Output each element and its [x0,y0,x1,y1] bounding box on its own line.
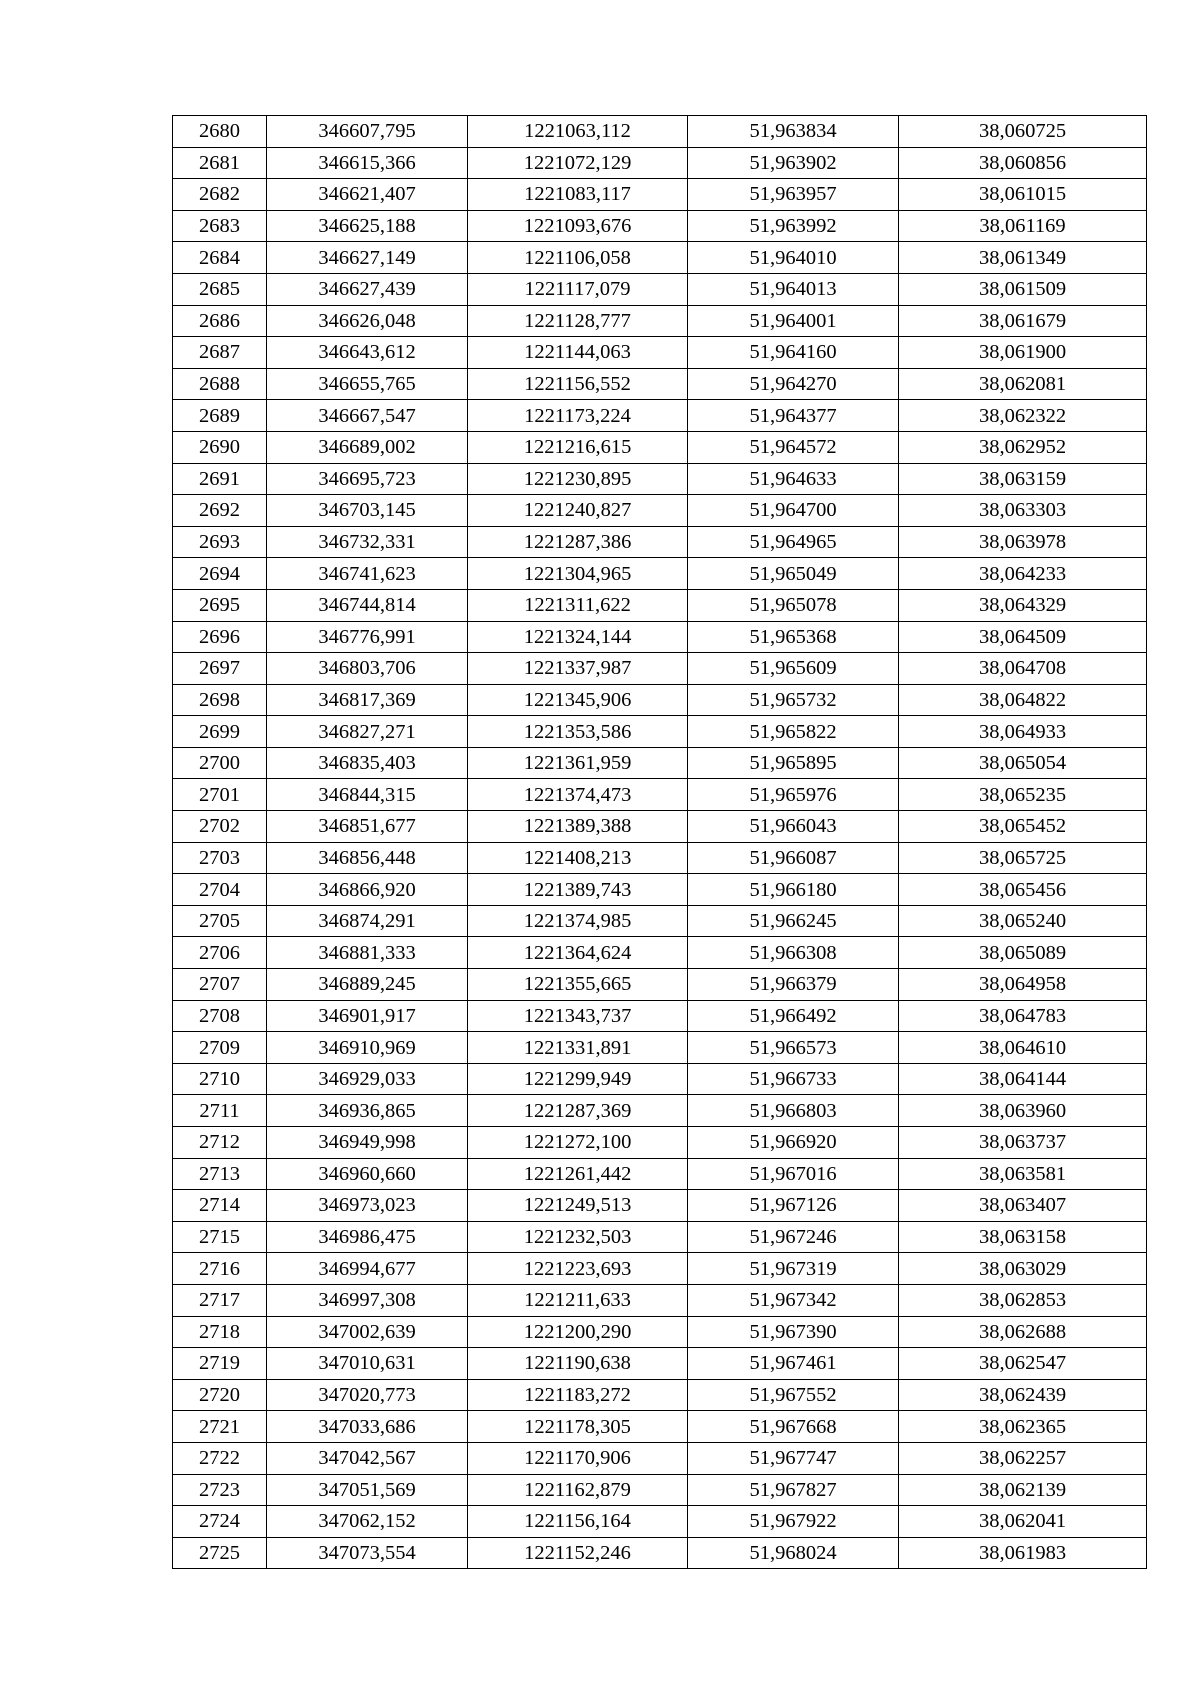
x-coordinate-cell: 346881,333 [267,937,468,969]
table-row [173,1221,1147,1253]
x-coordinate-cell: 346655,765 [267,368,468,400]
point-number-cell: 2693 [173,526,267,558]
table-row [173,337,1147,369]
table-row [173,747,1147,779]
latitude-cell: 51,964160 [688,337,899,369]
y-coordinate-cell: 1221299,949 [468,1063,688,1095]
point-number-cell: 2713 [173,1158,267,1190]
point-number-cell: 2708 [173,1000,267,1032]
point-number-cell: 2712 [173,1127,267,1159]
x-coordinate-cell: 346866,920 [267,874,468,906]
table-row [173,1537,1147,1569]
latitude-cell: 51,967016 [688,1158,899,1190]
latitude-cell: 51,965078 [688,589,899,621]
x-coordinate-cell: 347073,554 [267,1537,468,1569]
x-coordinate-cell: 346627,439 [267,273,468,305]
y-coordinate-cell: 1221093,676 [468,210,688,242]
longitude-cell: 38,064783 [899,1000,1147,1032]
y-coordinate-cell: 1221152,246 [468,1537,688,1569]
latitude-cell: 51,964572 [688,431,899,463]
y-coordinate-cell: 1221324,144 [468,621,688,653]
longitude-cell: 38,061679 [899,305,1147,337]
table-row [173,210,1147,242]
longitude-cell: 38,065089 [899,937,1147,969]
x-coordinate-cell: 346901,917 [267,1000,468,1032]
x-coordinate-cell: 346621,407 [267,179,468,211]
x-coordinate-cell: 346689,002 [267,431,468,463]
y-coordinate-cell: 1221272,100 [468,1127,688,1159]
table-row [173,305,1147,337]
latitude-cell: 51,967342 [688,1284,899,1316]
y-coordinate-cell: 1221232,503 [468,1221,688,1253]
latitude-cell: 51,967246 [688,1221,899,1253]
table-row [173,716,1147,748]
table-row [173,1442,1147,1474]
point-number-cell: 2685 [173,273,267,305]
longitude-cell: 38,064144 [899,1063,1147,1095]
x-coordinate-cell: 346910,969 [267,1032,468,1064]
table-row [173,1411,1147,1443]
point-number-cell: 2706 [173,937,267,969]
latitude-cell: 51,967126 [688,1190,899,1222]
longitude-cell: 38,062688 [899,1316,1147,1348]
x-coordinate-cell: 346856,448 [267,842,468,874]
x-coordinate-cell: 346667,547 [267,400,468,432]
latitude-cell: 51,967390 [688,1316,899,1348]
longitude-cell: 38,061900 [899,337,1147,369]
table-row [173,1316,1147,1348]
point-number-cell: 2714 [173,1190,267,1222]
table-row [173,1348,1147,1380]
x-coordinate-cell: 346627,149 [267,242,468,274]
point-number-cell: 2705 [173,905,267,937]
longitude-cell: 38,062365 [899,1411,1147,1443]
x-coordinate-cell: 346803,706 [267,653,468,685]
latitude-cell: 51,967461 [688,1348,899,1380]
x-coordinate-cell: 346703,145 [267,495,468,527]
longitude-cell: 38,060856 [899,147,1147,179]
point-number-cell: 2692 [173,495,267,527]
coordinates-table-body [173,116,1147,1569]
table-row [173,1379,1147,1411]
point-number-cell: 2683 [173,210,267,242]
longitude-cell: 38,064610 [899,1032,1147,1064]
table-row [173,1032,1147,1064]
table-row [173,558,1147,590]
point-number-cell: 2704 [173,874,267,906]
latitude-cell: 51,965822 [688,716,899,748]
table-row [173,431,1147,463]
x-coordinate-cell: 346776,991 [267,621,468,653]
table-row [173,621,1147,653]
longitude-cell: 38,061349 [899,242,1147,274]
y-coordinate-cell: 1221156,164 [468,1506,688,1538]
x-coordinate-cell: 346936,865 [267,1095,468,1127]
longitude-cell: 38,063737 [899,1127,1147,1159]
table-row [173,495,1147,527]
longitude-cell: 38,065235 [899,779,1147,811]
table-row [173,653,1147,685]
latitude-cell: 51,966920 [688,1127,899,1159]
latitude-cell: 51,966733 [688,1063,899,1095]
y-coordinate-cell: 1221190,638 [468,1348,688,1380]
longitude-cell: 38,062139 [899,1474,1147,1506]
y-coordinate-cell: 1221374,473 [468,779,688,811]
table-row [173,1253,1147,1285]
y-coordinate-cell: 1221287,369 [468,1095,688,1127]
point-number-cell: 2690 [173,431,267,463]
latitude-cell: 51,965895 [688,747,899,779]
longitude-cell: 38,064933 [899,716,1147,748]
y-coordinate-cell: 1221216,615 [468,431,688,463]
longitude-cell: 38,062853 [899,1284,1147,1316]
latitude-cell: 51,965609 [688,653,899,685]
y-coordinate-cell: 1221353,586 [468,716,688,748]
x-coordinate-cell: 346960,660 [267,1158,468,1190]
y-coordinate-cell: 1221374,985 [468,905,688,937]
x-coordinate-cell: 346889,245 [267,969,468,1001]
latitude-cell: 51,965049 [688,558,899,590]
longitude-cell: 38,062041 [899,1506,1147,1538]
table-row [173,684,1147,716]
y-coordinate-cell: 1221072,129 [468,147,688,179]
table-row [173,116,1147,148]
x-coordinate-cell: 346607,795 [267,116,468,148]
latitude-cell: 51,968024 [688,1537,899,1569]
y-coordinate-cell: 1221173,224 [468,400,688,432]
latitude-cell: 51,966180 [688,874,899,906]
latitude-cell: 51,963902 [688,147,899,179]
point-number-cell: 2703 [173,842,267,874]
y-coordinate-cell: 1221063,112 [468,116,688,148]
y-coordinate-cell: 1221144,063 [468,337,688,369]
table-row [173,937,1147,969]
latitude-cell: 51,964633 [688,463,899,495]
table-row [173,273,1147,305]
point-number-cell: 2722 [173,1442,267,1474]
y-coordinate-cell: 1221211,633 [468,1284,688,1316]
longitude-cell: 38,063159 [899,463,1147,495]
longitude-cell: 38,063158 [899,1221,1147,1253]
x-coordinate-cell: 346874,291 [267,905,468,937]
y-coordinate-cell: 1221156,552 [468,368,688,400]
point-number-cell: 2699 [173,716,267,748]
x-coordinate-cell: 347033,686 [267,1411,468,1443]
point-number-cell: 2707 [173,969,267,1001]
longitude-cell: 38,063029 [899,1253,1147,1285]
longitude-cell: 38,065054 [899,747,1147,779]
latitude-cell: 51,966573 [688,1032,899,1064]
table-row [173,242,1147,274]
latitude-cell: 51,964965 [688,526,899,558]
point-number-cell: 2681 [173,147,267,179]
longitude-cell: 38,062439 [899,1379,1147,1411]
table-row [173,874,1147,906]
latitude-cell: 51,963834 [688,116,899,148]
longitude-cell: 38,062547 [899,1348,1147,1380]
y-coordinate-cell: 1221337,987 [468,653,688,685]
y-coordinate-cell: 1221361,959 [468,747,688,779]
x-coordinate-cell: 346626,048 [267,305,468,337]
longitude-cell: 38,063407 [899,1190,1147,1222]
y-coordinate-cell: 1221343,737 [468,1000,688,1032]
point-number-cell: 2709 [173,1032,267,1064]
longitude-cell: 38,061015 [899,179,1147,211]
table-row [173,905,1147,937]
x-coordinate-cell: 346949,998 [267,1127,468,1159]
x-coordinate-cell: 346929,033 [267,1063,468,1095]
x-coordinate-cell: 346817,369 [267,684,468,716]
point-number-cell: 2691 [173,463,267,495]
longitude-cell: 38,064822 [899,684,1147,716]
point-number-cell: 2695 [173,589,267,621]
x-coordinate-cell: 347002,639 [267,1316,468,1348]
point-number-cell: 2682 [173,179,267,211]
y-coordinate-cell: 1221230,895 [468,463,688,495]
latitude-cell: 51,967827 [688,1474,899,1506]
x-coordinate-cell: 346997,308 [267,1284,468,1316]
y-coordinate-cell: 1221128,777 [468,305,688,337]
latitude-cell: 51,966492 [688,1000,899,1032]
point-number-cell: 2725 [173,1537,267,1569]
point-number-cell: 2688 [173,368,267,400]
point-number-cell: 2697 [173,653,267,685]
longitude-cell: 38,062257 [899,1442,1147,1474]
longitude-cell: 38,064958 [899,969,1147,1001]
latitude-cell: 51,966087 [688,842,899,874]
y-coordinate-cell: 1221178,305 [468,1411,688,1443]
point-number-cell: 2710 [173,1063,267,1095]
point-number-cell: 2687 [173,337,267,369]
x-coordinate-cell: 347062,152 [267,1506,468,1538]
x-coordinate-cell: 347051,569 [267,1474,468,1506]
y-coordinate-cell: 1221355,665 [468,969,688,1001]
latitude-cell: 51,967668 [688,1411,899,1443]
latitude-cell: 51,964700 [688,495,899,527]
longitude-cell: 38,060725 [899,116,1147,148]
latitude-cell: 51,965732 [688,684,899,716]
longitude-cell: 38,061983 [899,1537,1147,1569]
y-coordinate-cell: 1221106,058 [468,242,688,274]
longitude-cell: 38,065452 [899,811,1147,843]
table-row [173,463,1147,495]
latitude-cell: 51,966803 [688,1095,899,1127]
y-coordinate-cell: 1221345,906 [468,684,688,716]
table-row [173,179,1147,211]
y-coordinate-cell: 1221117,079 [468,273,688,305]
longitude-cell: 38,064509 [899,621,1147,653]
y-coordinate-cell: 1221249,513 [468,1190,688,1222]
latitude-cell: 51,966245 [688,905,899,937]
latitude-cell: 51,967552 [688,1379,899,1411]
latitude-cell: 51,964013 [688,273,899,305]
point-number-cell: 2724 [173,1506,267,1538]
y-coordinate-cell: 1221170,906 [468,1442,688,1474]
y-coordinate-cell: 1221240,827 [468,495,688,527]
point-number-cell: 2721 [173,1411,267,1443]
y-coordinate-cell: 1221200,290 [468,1316,688,1348]
longitude-cell: 38,063978 [899,526,1147,558]
latitude-cell: 51,965976 [688,779,899,811]
table-row [173,1127,1147,1159]
x-coordinate-cell: 346695,723 [267,463,468,495]
x-coordinate-cell: 346835,403 [267,747,468,779]
x-coordinate-cell: 346827,271 [267,716,468,748]
longitude-cell: 38,065725 [899,842,1147,874]
longitude-cell: 38,062322 [899,400,1147,432]
latitude-cell: 51,966043 [688,811,899,843]
table-row [173,842,1147,874]
point-number-cell: 2680 [173,116,267,148]
point-number-cell: 2711 [173,1095,267,1127]
y-coordinate-cell: 1221311,622 [468,589,688,621]
table-row [173,1095,1147,1127]
y-coordinate-cell: 1221083,117 [468,179,688,211]
y-coordinate-cell: 1221183,272 [468,1379,688,1411]
y-coordinate-cell: 1221408,213 [468,842,688,874]
latitude-cell: 51,966308 [688,937,899,969]
x-coordinate-cell: 346973,023 [267,1190,468,1222]
point-number-cell: 2684 [173,242,267,274]
point-number-cell: 2701 [173,779,267,811]
longitude-cell: 38,061509 [899,273,1147,305]
coordinates-table [172,115,1147,1569]
table-row [173,1190,1147,1222]
latitude-cell: 51,965368 [688,621,899,653]
x-coordinate-cell: 347010,631 [267,1348,468,1380]
longitude-cell: 38,063581 [899,1158,1147,1190]
latitude-cell: 51,967319 [688,1253,899,1285]
x-coordinate-cell: 346741,623 [267,558,468,590]
latitude-cell: 51,964377 [688,400,899,432]
longitude-cell: 38,064708 [899,653,1147,685]
y-coordinate-cell: 1221162,879 [468,1474,688,1506]
table-row [173,1000,1147,1032]
x-coordinate-cell: 346844,315 [267,779,468,811]
point-number-cell: 2720 [173,1379,267,1411]
table-row [173,969,1147,1001]
x-coordinate-cell: 346851,677 [267,811,468,843]
point-number-cell: 2686 [173,305,267,337]
table-row [173,147,1147,179]
y-coordinate-cell: 1221223,693 [468,1253,688,1285]
latitude-cell: 51,966379 [688,969,899,1001]
x-coordinate-cell: 346744,814 [267,589,468,621]
table-row [173,1284,1147,1316]
point-number-cell: 2698 [173,684,267,716]
longitude-cell: 38,065456 [899,874,1147,906]
point-number-cell: 2723 [173,1474,267,1506]
latitude-cell: 51,967922 [688,1506,899,1538]
longitude-cell: 38,063303 [899,495,1147,527]
longitude-cell: 38,061169 [899,210,1147,242]
x-coordinate-cell: 346615,366 [267,147,468,179]
y-coordinate-cell: 1221304,965 [468,558,688,590]
longitude-cell: 38,064233 [899,558,1147,590]
latitude-cell: 51,963957 [688,179,899,211]
x-coordinate-cell: 347042,567 [267,1442,468,1474]
table-row [173,1506,1147,1538]
point-number-cell: 2696 [173,621,267,653]
y-coordinate-cell: 1221287,386 [468,526,688,558]
latitude-cell: 51,964001 [688,305,899,337]
longitude-cell: 38,065240 [899,905,1147,937]
y-coordinate-cell: 1221389,388 [468,811,688,843]
x-coordinate-cell: 346986,475 [267,1221,468,1253]
point-number-cell: 2694 [173,558,267,590]
x-coordinate-cell: 346625,188 [267,210,468,242]
table-row [173,368,1147,400]
table-row [173,589,1147,621]
x-coordinate-cell: 346732,331 [267,526,468,558]
longitude-cell: 38,062081 [899,368,1147,400]
point-number-cell: 2700 [173,747,267,779]
point-number-cell: 2702 [173,811,267,843]
table-row [173,1063,1147,1095]
latitude-cell: 51,964270 [688,368,899,400]
point-number-cell: 2717 [173,1284,267,1316]
y-coordinate-cell: 1221261,442 [468,1158,688,1190]
table-row [173,526,1147,558]
point-number-cell: 2689 [173,400,267,432]
latitude-cell: 51,964010 [688,242,899,274]
point-number-cell: 2718 [173,1316,267,1348]
x-coordinate-cell: 347020,773 [267,1379,468,1411]
y-coordinate-cell: 1221364,624 [468,937,688,969]
y-coordinate-cell: 1221389,743 [468,874,688,906]
x-coordinate-cell: 346994,677 [267,1253,468,1285]
point-number-cell: 2719 [173,1348,267,1380]
longitude-cell: 38,064329 [899,589,1147,621]
table-row [173,400,1147,432]
table-row [173,779,1147,811]
table-row [173,811,1147,843]
longitude-cell: 38,063960 [899,1095,1147,1127]
x-coordinate-cell: 346643,612 [267,337,468,369]
point-number-cell: 2715 [173,1221,267,1253]
longitude-cell: 38,062952 [899,431,1147,463]
y-coordinate-cell: 1221331,891 [468,1032,688,1064]
point-number-cell: 2716 [173,1253,267,1285]
table-row [173,1474,1147,1506]
table-row [173,1158,1147,1190]
latitude-cell: 51,963992 [688,210,899,242]
latitude-cell: 51,967747 [688,1442,899,1474]
